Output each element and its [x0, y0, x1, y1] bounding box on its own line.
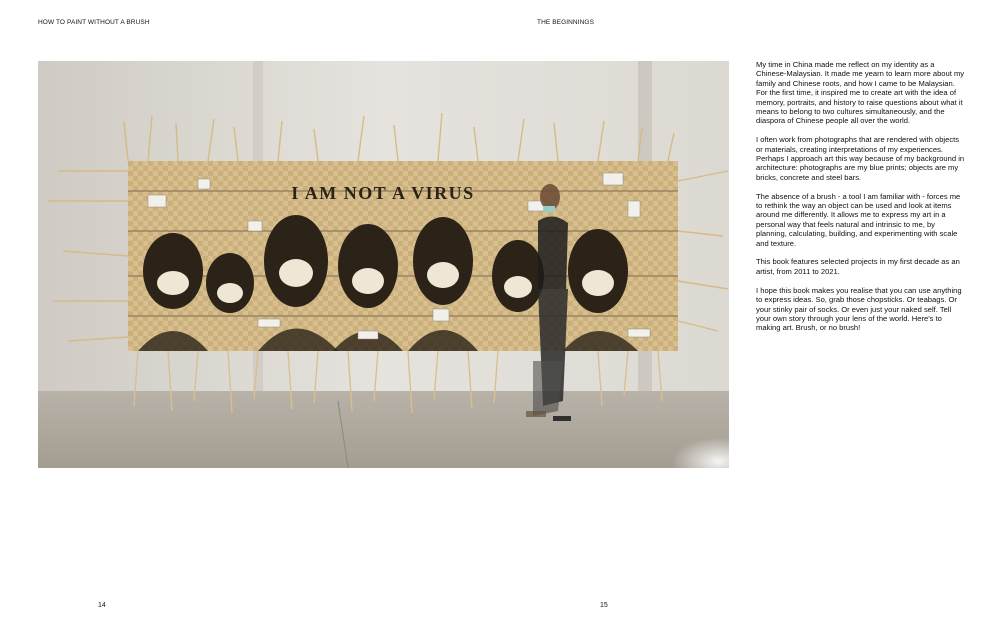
artwork-photo [38, 61, 729, 468]
body-paragraph-5: I hope this book makes you realise that you can use anything to express ideas. So, grab those chopsticks. Or teabags. Or your stinky pair of socks. Or even just your naked self. Tell your own story through your lens of the world. Here's to making art. Brush, or no brush! [756, 285, 962, 333]
running-head-left: HOW TO PAINT WITHOUT A BRUSH [38, 19, 150, 26]
body-paragraph-2: I often work from photographs that are rendered with objects or materials, creating interpretations of my experiences. Perhaps I approach art this way because of my background in architecture: photographs are my blue prints; objects are my bricks, concrete and steel bars. [756, 135, 965, 182]
body-paragraph-4: This book features selected projects in my first decade as an artist, from 2011 to 2021. [756, 257, 960, 276]
artwork-text: I AM NOT A VIRUS [291, 183, 475, 203]
body-paragraph-3: The absence of a brush - a tool I am familiar with - forces me to rethink the way an object can be used and look at items around me differently. It allows me to express my art in a personal way that feels natural and intrinsic to me, by planning, calculating, building, and experimenting with scale and texture. [756, 191, 961, 248]
body-paragraph-1: My time in China made me reflect on my identity as a Chinese-Malaysian. It made me yearn to learn more about my family and Chinese roots, and how I came to be Malaysian. For the first time, it inspired me to create art with the idea of memory, portraits, and history to raise questions about what it means to belong to two cultures simultaneously, and the diaspora of Chinese people all over the world. [756, 60, 965, 126]
body-text [756, 60, 966, 342]
page-number-right: 15 [600, 602, 608, 609]
running-head-right: THE BEGINNINGS [537, 19, 595, 26]
page-number-left: 14 [98, 602, 106, 609]
